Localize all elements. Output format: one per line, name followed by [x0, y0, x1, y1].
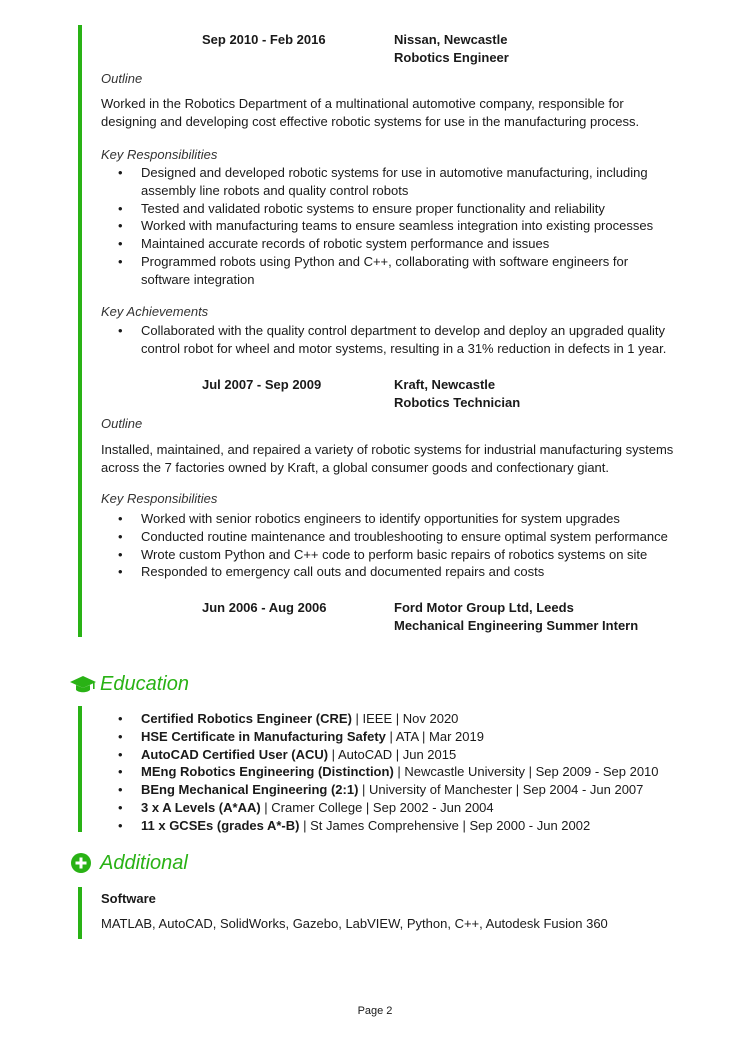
achievements-list: [101, 322, 691, 358]
job-outline: Worked in the Robotics Department of a multinational automotive company, responsible for designing and developing cost effective robotic systems for use in the manufacturing process.: [101, 96, 640, 129]
job-dates: Sep 2010 - Feb 2016: [202, 32, 326, 47]
job-company: Kraft, Newcastle: [394, 377, 496, 392]
list-item: • Responded to emergency call outs and documented repairs and costs: [101, 563, 721, 581]
list-item: • Worked with senior robotics engineers to identify opportunities for system upgrades: [101, 510, 721, 528]
job-title: Robotics Technician: [394, 395, 521, 410]
outline-label: Outline: [101, 416, 143, 431]
responsibilities-label: Key Responsibilities: [101, 147, 218, 162]
list-item: [101, 781, 721, 799]
qualification-name: BEng Mechanical Engineering (2:1): [141, 782, 359, 798]
qualification-detail: | Cramer College | Sep 2002 - Jun 2004: [260, 799, 494, 815]
list-item: [101, 710, 721, 728]
list-item: • Collaborated with the quality control department to develop and deploy an upgraded quality control robot for wheel and motor systems, resulting in a 31% reduction in defects in 1 year.: [101, 322, 691, 358]
qualification-name: 11 x GCSEs (grades A*-B): [141, 817, 300, 833]
job-title: Robotics Engineer: [394, 50, 509, 65]
job-company: Ford Motor Group Ltd, Leeds: [394, 600, 574, 615]
qualification-detail: | IEEE | Nov 2020: [351, 711, 459, 726]
software-label: Software: [101, 891, 156, 906]
job-company: Nissan, Newcastle: [394, 32, 508, 47]
software-list: MATLAB, AutoCAD, SolidWorks, Gazebo, LabVIEW, Python, C++, Autodesk Fusion 360: [101, 916, 608, 931]
qualification-name: HSE Certificate in Manufacturing Safety: [141, 728, 386, 744]
list-item: [101, 763, 721, 781]
qualification-name: AutoCAD Certified User (ACU): [141, 746, 329, 762]
qualification-detail: | St James Comprehensive | Sep 2000 - Jun 2002: [299, 817, 591, 833]
education-accent-bar: [78, 706, 82, 832]
page-number: Page 2: [357, 1005, 393, 1017]
list-item: [101, 746, 721, 764]
list-item: • Wrote custom Python and C++ code to perform basic repairs of robotics systems on site: [101, 546, 721, 564]
list-item: [101, 817, 721, 835]
job-title: Mechanical Engineering Summer Intern: [394, 618, 639, 633]
qualification-name: Certified Robotics Engineer (CRE): [141, 711, 352, 726]
list-item: [101, 728, 721, 746]
section-title-additional: Additional: [100, 852, 188, 874]
list-item: • Conducted routine maintenance and troubleshooting to ensure optimal system performance: [101, 528, 721, 546]
graduation-cap-icon: [70, 674, 96, 694]
qualification-name: MEng Robotics Engineering (Distinction): [141, 764, 394, 780]
list-item: • Programmed robots using Python and C++, collaborating with software engineers for software integration: [101, 253, 661, 289]
additional-accent-bar: [78, 887, 82, 939]
list-item: • Worked with manufacturing teams to ensure seamless integration into existing processes: [101, 217, 661, 235]
section-title-education: Education: [100, 673, 189, 695]
responsibilities-list: [101, 164, 661, 289]
experience-accent-bar: [78, 25, 82, 637]
job-dates: Jun 2006 - Aug 2006: [202, 600, 327, 615]
outline-label: Outline: [101, 71, 143, 86]
achievements-label: Key Achievements: [101, 304, 209, 319]
qualification-detail: | AutoCAD | Jun 2015: [328, 746, 457, 762]
list-item: • Maintained accurate records of robotic system performance and issues: [101, 235, 661, 253]
qualification-name: 3 x A Levels (A*AA): [141, 799, 261, 815]
qualification-detail: | Newcastle University | Sep 2009 - Sep 2010: [393, 764, 659, 780]
list-item: • Tested and validated robotic systems to ensure proper functionality and reliability: [101, 200, 661, 218]
list-item: • Designed and developed robotic systems for use in automotive manufacturing, including assembly line robots and quality control robots: [101, 164, 661, 200]
responsibilities-label: Key Responsibilities: [101, 491, 218, 506]
qualification-detail: | ATA | Mar 2019: [385, 728, 484, 744]
education-list: [101, 710, 721, 835]
qualification-detail: | University of Manchester | Sep 2004 - Jun 2007: [358, 782, 644, 798]
list-item: [101, 799, 721, 817]
job-outline: Installed, maintained, and repaired a variety of robotic systems for industrial manufacturing systems across the 7 factories owned by Kraft, a global consumer goods and confectionary giant.: [101, 442, 674, 475]
responsibilities-list: [101, 510, 721, 581]
plus-circle-icon: [71, 853, 91, 873]
job-dates: Jul 2007 - Sep 2009: [202, 377, 322, 392]
